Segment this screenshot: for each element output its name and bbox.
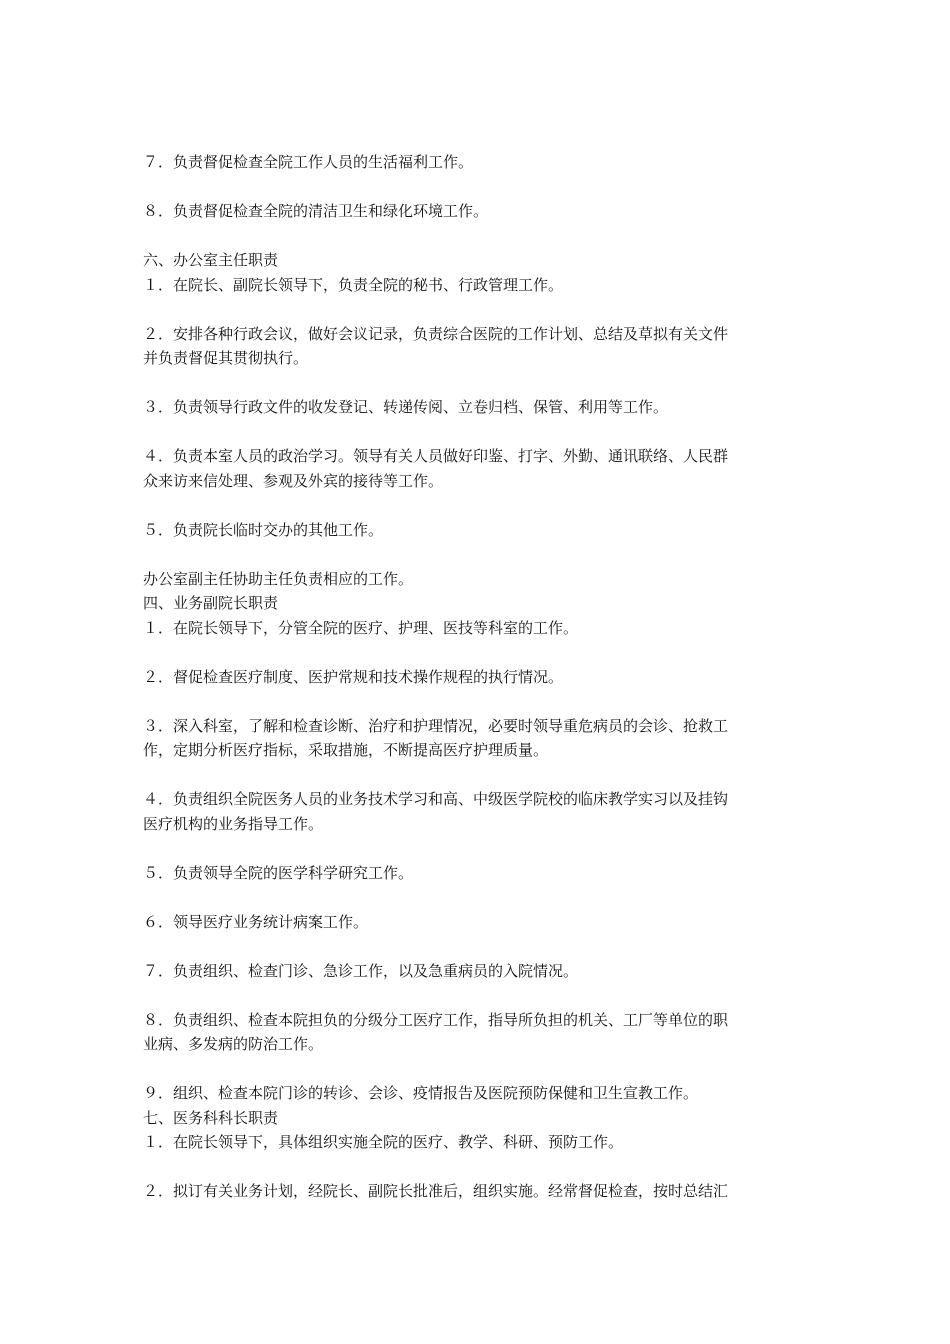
document-page <box>143 150 811 1204</box>
text-line: ９．组织、检查本院门诊的转诊、会诊、疫情报告及医院预防保健和卫生宣教工作。 <box>143 1084 699 1102</box>
text-line: ２．拟订有关业务计划，经院长、副院长批准后，组织实施。经常督促检查，按时总结汇 <box>143 1182 729 1200</box>
text-line: 四、业务副院长职责 <box>143 594 279 612</box>
text-line: ８．负责督促检查全院的清洁卫生和绿化环境工作。 <box>143 202 489 220</box>
text-line: ７．负责组织、检查门诊、急诊工作，以及急重病员的入院情况。 <box>143 961 579 980</box>
text-line: 六、办公室主任职责 <box>143 251 279 269</box>
text-line: ８．负责组织、检查本院担负的分级分工医疗工作，指导所负担的机关、工厂等单位的职 <box>143 1010 729 1029</box>
text-line: ５．负责领导全院的医学科学研究工作。 <box>143 863 414 882</box>
text-line: 众来访来信处理、参观及外宾的接待等工作。 <box>143 471 444 490</box>
text-line: ５．负责院长临时交办的其他工作。 <box>143 520 384 539</box>
text-line: 医疗机构的业务指导工作。 <box>143 814 324 833</box>
text-line: 业病、多发病的防治工作。 <box>143 1035 324 1053</box>
text-line: １．在院长领导下，分管全院的医疗、护理、医技等科室的工作。 <box>143 618 579 637</box>
text-line: ２．督促检查医疗制度、医护常规和技术操作规程的执行情况。 <box>143 667 564 686</box>
text-line: 并负责督促其贯彻执行。 <box>143 349 309 367</box>
text-line: ４．负责本室人员的政治学习。领导有关人员做好印鉴、打字、外勤、通讯联络、人民群 <box>143 447 729 465</box>
text-line: 办公室副主任协助主任负责相应的工作。 <box>143 569 414 588</box>
text-line: 作，定期分析医疗指标，采取措施，不断提高医疗护理质量。 <box>143 741 549 759</box>
text-line: １．在院长领导下，具体组织实施全院的医疗、教学、科研、预防工作。 <box>143 1133 624 1151</box>
text-line: ４．负责组织全院医务人员的业务技术学习和高、中级医学院校的临床教学实习以及挂钩 <box>143 790 729 808</box>
text-line: 七、医务科科长职责 <box>143 1108 279 1127</box>
text-line: ７．负责督促检查全院工作人员的生活福利工作。 <box>143 153 474 171</box>
text-line: ３．负责领导行政文件的收发登记、转递传阅、立卷归档、保管、利用等工作。 <box>143 398 669 416</box>
text-line: ２．安排各种行政会议，做好会议记录，负责综合医院的工作计划、总结及草拟有关文件 <box>143 324 729 343</box>
text-line: ６．领导医疗业务统计病案工作。 <box>143 912 369 931</box>
text-line: １．在院长、副院长领导下，负责全院的秘书、行政管理工作。 <box>143 275 564 294</box>
text-line: ３．深入科室，了解和检查诊断、治疗和护理情况，必要时领导重危病员的会诊、抢救工 <box>143 716 729 735</box>
